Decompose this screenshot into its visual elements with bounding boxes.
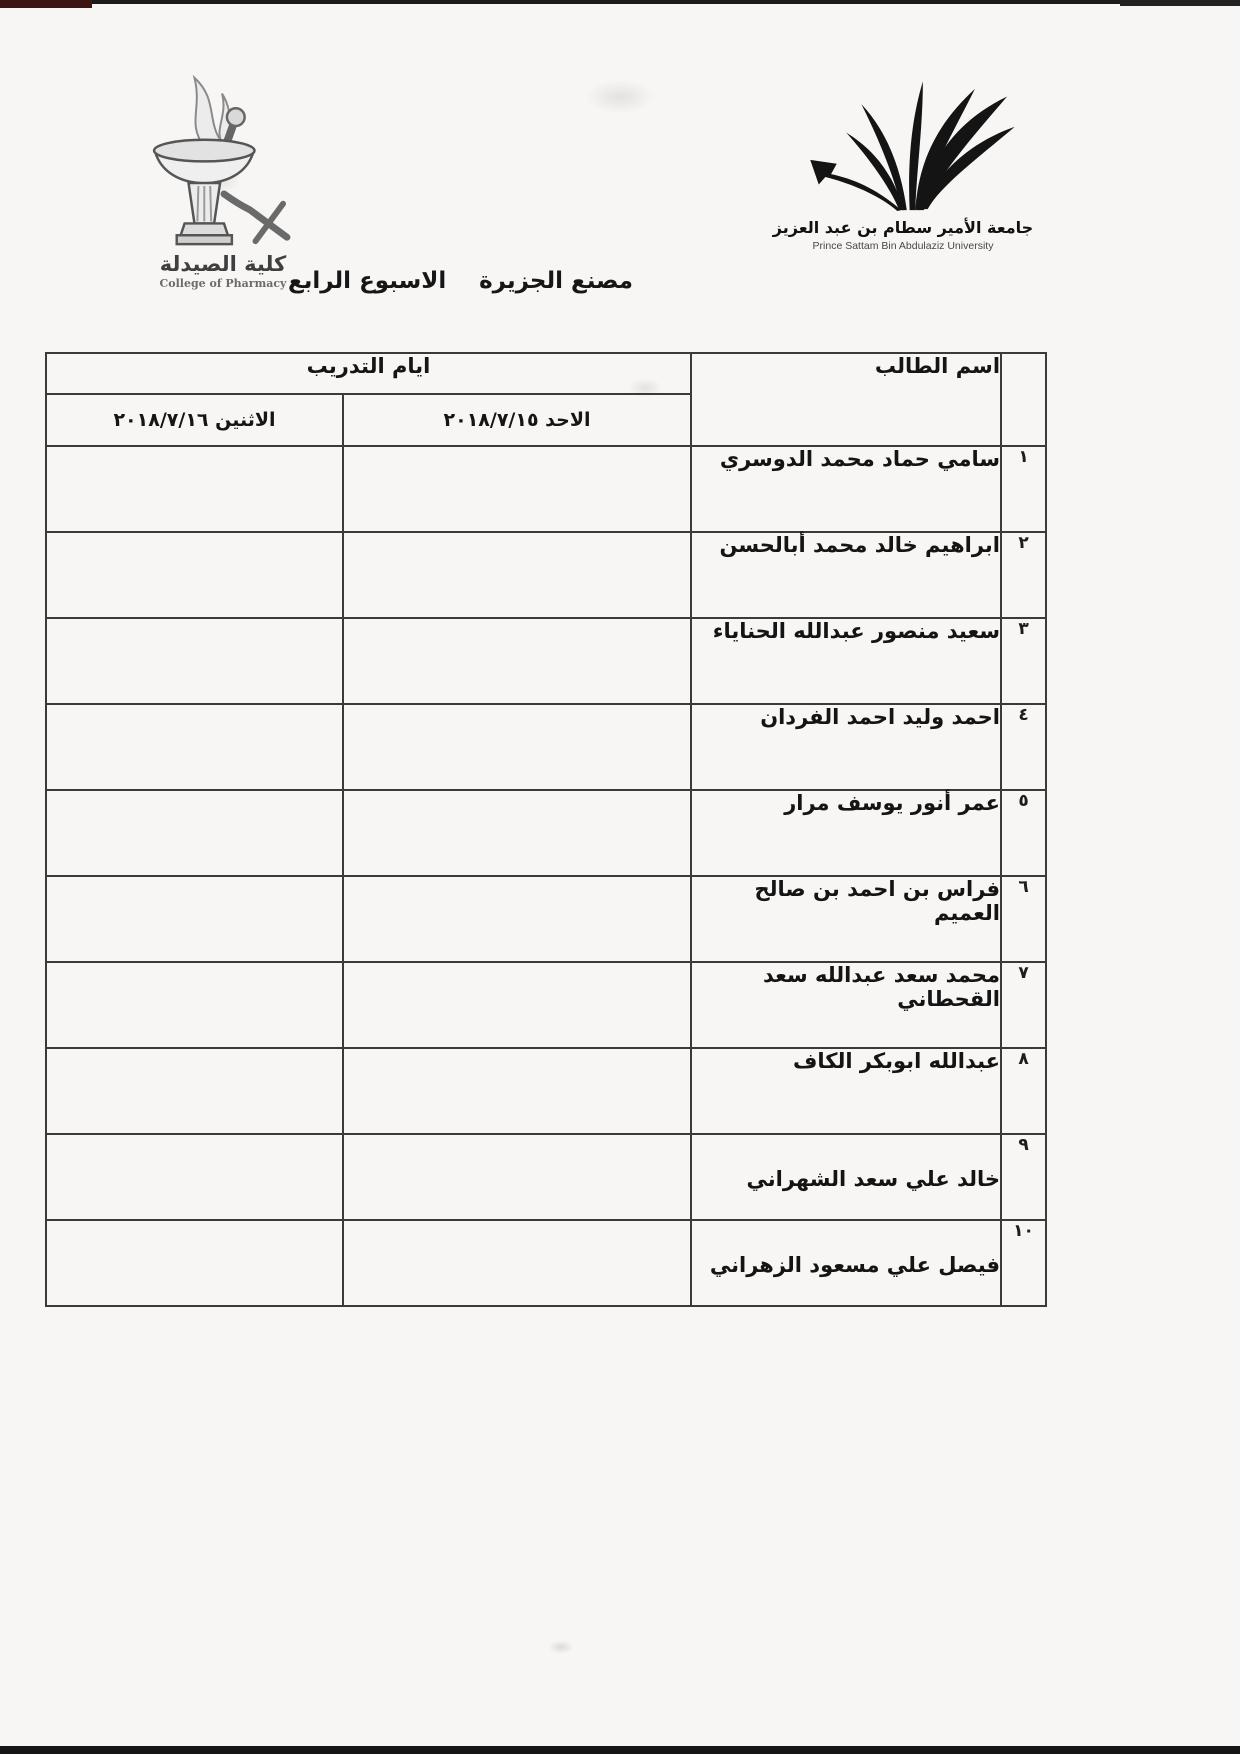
student-row [46, 962, 1046, 1048]
monday-attendance-cell [46, 1220, 343, 1306]
student-name-cell: فيصل علي مسعود الزهراني [691, 1220, 1001, 1306]
student-row [46, 790, 1046, 876]
sunday-attendance-cell [343, 790, 691, 876]
student-row [46, 1048, 1046, 1134]
student-name-cell: خالد علي سعد الشهراني [691, 1134, 1001, 1220]
student-name-cell: محمد سعد عبدالله سعد القحطاني [691, 962, 1001, 1048]
student-row-number: ٤ [1001, 704, 1046, 790]
book-fan-arrow-icon [783, 197, 1023, 216]
sunday-attendance-cell [343, 876, 691, 962]
student-row [46, 532, 1046, 618]
student-row-number: ٩ [1001, 1134, 1046, 1220]
student-name-cell: سعيد منصور عبدالله الحناياء [691, 618, 1001, 704]
student-name-cell: سامي حماد محمد الدوسري [691, 446, 1001, 532]
row-number-header [1001, 353, 1046, 446]
scan-smudge [548, 1640, 574, 1654]
scan-smudge [585, 80, 655, 114]
student-name-header: اسم الطالب [691, 353, 1001, 446]
monday-attendance-cell [46, 618, 343, 704]
student-name-cell: عبدالله ابوبكر الكاف [691, 1048, 1001, 1134]
student-row-number: ٨ [1001, 1048, 1046, 1134]
student-row-number: ١٠ [1001, 1220, 1046, 1306]
student-row-number: ٧ [1001, 962, 1046, 1048]
student-row-number: ٦ [1001, 876, 1046, 962]
pharmacy-college-name-en: College of Pharmacy [159, 277, 287, 290]
sunday-attendance-cell [343, 446, 691, 532]
document-title [288, 268, 633, 294]
student-row [46, 446, 1046, 532]
sunday-date-header: الاحد ٢٠١٨/٧/١٥ [343, 394, 691, 446]
sunday-attendance-cell [343, 618, 691, 704]
monday-attendance-cell [46, 1134, 343, 1220]
student-name-cell: احمد وليد احمد الفردان [691, 704, 1001, 790]
university-name-ar: جامعة الأمير سطام بن عبد العزيز [772, 218, 1034, 237]
sunday-attendance-cell [343, 1048, 691, 1134]
monday-attendance-cell [46, 446, 343, 532]
sunday-attendance-cell [343, 1134, 691, 1220]
header-row-1 [46, 353, 1046, 394]
student-row [46, 876, 1046, 962]
student-row-number: ٥ [1001, 790, 1046, 876]
scan-edge-top-right [1120, 0, 1240, 6]
sunday-attendance-cell [343, 532, 691, 618]
college-of-pharmacy-logo [133, 60, 313, 290]
pharmacy-college-name-ar: كلية الصيدلة [159, 252, 287, 276]
monday-attendance-cell [46, 962, 343, 1048]
student-row [46, 1134, 1046, 1220]
scan-edge-top [0, 0, 1240, 4]
student-row [46, 1220, 1046, 1306]
student-name-cell: فراس بن احمد بن صالح العميم [691, 876, 1001, 962]
monday-attendance-cell [46, 1048, 343, 1134]
training-roster-table [45, 352, 1047, 1307]
sunday-attendance-cell [343, 704, 691, 790]
scan-edge-corner [0, 0, 92, 8]
student-name-cell: عمر أنور يوسف مرار [691, 790, 1001, 876]
sunday-attendance-cell [343, 962, 691, 1048]
student-row-number: ١ [1001, 446, 1046, 532]
monday-attendance-cell [46, 790, 343, 876]
title-factory: مصنع الجزيرة [479, 268, 633, 294]
sunday-attendance-cell [343, 1220, 691, 1306]
monday-attendance-cell [46, 704, 343, 790]
monday-attendance-cell [46, 876, 343, 962]
training-roster-table-wrap [45, 352, 1045, 1307]
student-row [46, 704, 1046, 790]
monday-attendance-cell [46, 532, 343, 618]
student-row [46, 618, 1046, 704]
scan-edge-bottom [0, 1746, 1240, 1754]
university-name-en: Prince Sattam Bin Abdulaziz University [812, 240, 994, 252]
student-row-number: ٢ [1001, 532, 1046, 618]
monday-date-header: الاثنين ٢٠١٨/٧/١٦ [46, 394, 343, 446]
student-row-number: ٣ [1001, 618, 1046, 704]
students-tbody [46, 446, 1046, 1306]
title-week: الاسبوع الرابع [288, 268, 447, 294]
university-logo [772, 70, 1034, 252]
training-days-header: ايام التدريب [46, 353, 691, 394]
student-name-cell: ابراهيم خالد محمد أبالحسن [691, 532, 1001, 618]
